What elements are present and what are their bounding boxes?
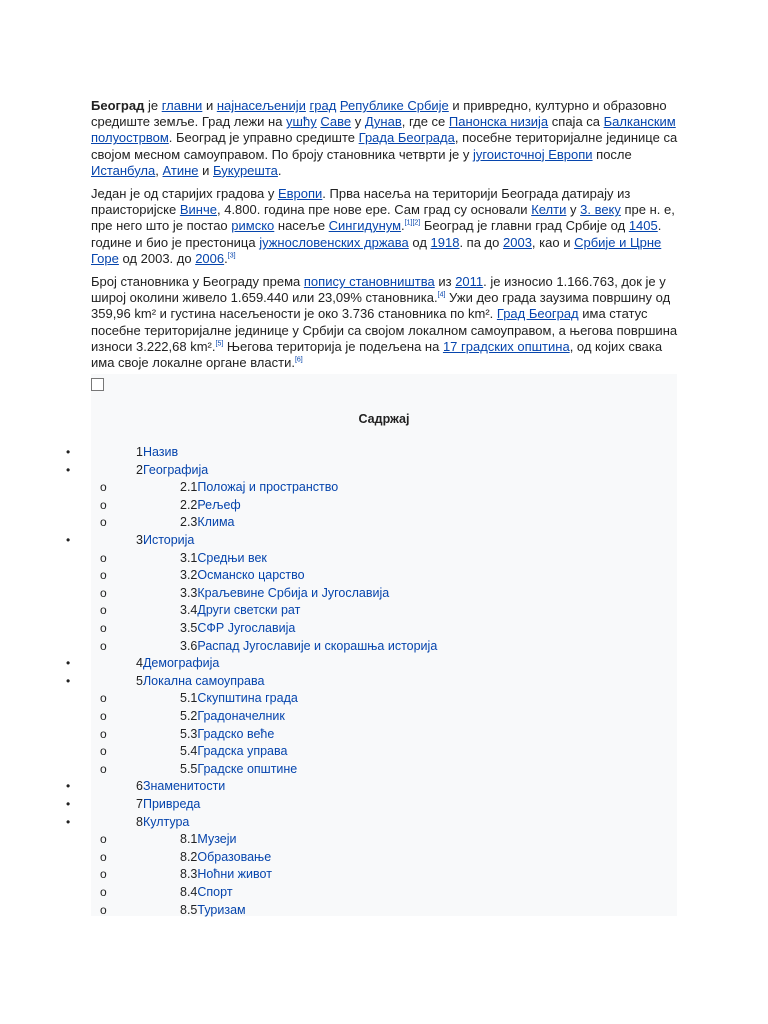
toc-bullet-circle: o xyxy=(100,497,107,512)
toc-entry-link[interactable]: Спорт xyxy=(197,885,233,899)
toc-entry-number: 3 xyxy=(136,533,143,547)
toc-entry[interactable] xyxy=(180,726,274,743)
article-text: Један је од старијих градова у xyxy=(91,186,278,202)
toc-entry[interactable] xyxy=(180,761,297,778)
toc-entry[interactable] xyxy=(136,796,200,813)
toc-bullet-circle: o xyxy=(100,603,107,618)
toc-bullet-circle: o xyxy=(100,849,107,864)
toc-entry-number: 8 xyxy=(136,814,143,829)
toc-entry[interactable] xyxy=(180,497,241,514)
toc-entry-link[interactable]: Рељеф xyxy=(197,497,241,512)
article-text: Београд је главни град Србије од xyxy=(420,218,629,234)
toc-entry-number: 4 xyxy=(136,656,143,671)
toc-entry[interactable] xyxy=(180,620,295,637)
toc-entry[interactable] xyxy=(180,514,235,531)
article-link[interactable]: Букурешта xyxy=(213,162,278,178)
article-link[interactable]: Келти xyxy=(531,202,567,218)
toc-entry-link[interactable]: Положај и пространство xyxy=(197,480,339,495)
toc-entry[interactable] xyxy=(180,743,287,760)
article-text: спаја са xyxy=(548,114,604,130)
article-link[interactable]: Европи xyxy=(277,186,323,202)
toc-entry[interactable] xyxy=(136,814,189,831)
article-link[interactable]: Балканским полуострвом xyxy=(91,114,676,146)
toc-bullet-circle: o xyxy=(100,744,107,759)
toc-entry-number: 5.5 xyxy=(180,761,198,776)
toc-entry[interactable] xyxy=(180,708,285,725)
toc-entry-number: 2.2 xyxy=(180,497,198,512)
toc-entry-link[interactable]: Други светски рат xyxy=(197,603,301,618)
toc-entry-number: 5.1 xyxy=(180,691,198,706)
toc-entry-number: 8.1 xyxy=(180,832,198,847)
reference-link[interactable]: [5] xyxy=(215,340,224,348)
article-link[interactable]: Републике Србије xyxy=(339,98,449,113)
article-link[interactable]: најнасељенији xyxy=(216,98,306,113)
toc-bullet-circle: o xyxy=(100,585,107,600)
toc-bullet-circle: o xyxy=(100,621,107,635)
toc-entry[interactable] xyxy=(136,778,225,795)
toc-entry-number: 1 xyxy=(136,445,143,459)
article-text: и xyxy=(198,162,214,178)
article-text: . Београд је управно средиште xyxy=(168,130,359,146)
article-subject: Београд xyxy=(91,98,145,113)
article-text: Његова територија је подељена на xyxy=(223,338,443,354)
article-text: . xyxy=(277,162,282,178)
toc-bullet-circle: o xyxy=(100,691,107,706)
article-link[interactable]: 2006 xyxy=(195,250,225,266)
toc-entry-number: 5.4 xyxy=(180,744,198,759)
article-text: . xyxy=(224,250,228,266)
toc-bullet-circle: o xyxy=(100,638,107,653)
toc-entry-number: 6 xyxy=(136,779,143,794)
article-text: Број становника у Београду према xyxy=(91,274,304,290)
article-text: пре н. е, пре него што је постао xyxy=(91,202,675,234)
toc-entry-link[interactable]: Османско царство xyxy=(197,568,305,583)
reference-link[interactable]: [3] xyxy=(227,252,236,260)
toc-bullet-circle: o xyxy=(100,515,107,530)
article-link[interactable]: 17 градских општина xyxy=(442,338,570,354)
toc-entry[interactable] xyxy=(180,849,271,866)
article-link[interactable]: 1405 xyxy=(628,218,658,234)
article-link[interactable]: Град Београд xyxy=(496,306,579,322)
article-text: . године и био је престоница xyxy=(91,218,662,250)
toc-entry-number: 8.5 xyxy=(180,902,198,917)
toc-entry[interactable] xyxy=(136,673,264,690)
toc-entry-number: 3.3 xyxy=(180,585,198,600)
toc-entry-link[interactable]: Градско веће xyxy=(197,726,275,741)
article-text: после xyxy=(592,146,632,162)
toc-entry-number: 3.2 xyxy=(180,568,198,583)
toc-entry[interactable] xyxy=(136,532,194,549)
toc-entry-link[interactable]: Клима xyxy=(197,515,235,530)
toc-entry-link[interactable]: Привреда xyxy=(142,797,201,811)
toc-entry-number: 3.6 xyxy=(180,638,198,653)
article-link[interactable]: 1918 xyxy=(430,234,460,250)
toc-bullet-circle: o xyxy=(100,885,107,899)
toc-entry-number: 3.1 xyxy=(180,550,198,565)
toc-bullet-circle: o xyxy=(100,902,107,917)
toc-entry[interactable] xyxy=(180,902,246,919)
article-link[interactable]: Саве xyxy=(320,114,352,130)
article-text: , од којих свака има своје локалне органе власти. xyxy=(91,338,663,371)
toc-bullet-disc: • xyxy=(66,797,71,811)
toc-entry-link[interactable]: Музеји xyxy=(197,832,237,847)
article-link[interactable]: ушћу xyxy=(286,114,317,130)
toc-bullet-circle: o xyxy=(100,568,107,583)
toc-entry-link[interactable]: Демографија xyxy=(142,656,220,671)
toc-entry-number: 8.3 xyxy=(180,867,198,882)
article-text: од 2003. до xyxy=(118,250,196,266)
toc-bullet-circle: o xyxy=(100,761,107,776)
article-text: . па до xyxy=(459,234,503,250)
toc-entry[interactable] xyxy=(180,550,267,567)
article-link[interactable]: Града Београда xyxy=(358,130,455,146)
article-link[interactable]: Панонска низија xyxy=(448,114,549,130)
toc-entry-link[interactable]: Историја xyxy=(142,533,195,547)
toc-bullet-disc: • xyxy=(66,814,71,829)
toc-entry-link[interactable]: Градоначелник xyxy=(197,709,285,723)
toc-entry-link[interactable]: Ноћни живот xyxy=(197,867,272,882)
toc-bullet-circle: o xyxy=(100,867,107,882)
article-link[interactable]: попису становништва xyxy=(303,274,435,290)
toc-entry[interactable] xyxy=(136,655,219,672)
toc-bullet-disc: • xyxy=(66,656,71,671)
toc-entry-link[interactable]: Туризам xyxy=(197,902,246,917)
toc-entry-number: 2.1 xyxy=(180,480,198,495)
toc-entry-number: 8.2 xyxy=(180,849,198,864)
article-text: има статус посебне територијалне јединице у Србији са својом локалном самоуправом, а његова површина износи 3.222,68 km². xyxy=(91,306,678,354)
toc-entry-link[interactable]: Географија xyxy=(142,462,209,477)
toc-entry-number: 5.2 xyxy=(180,709,198,723)
article-link[interactable]: јужнословенских држава xyxy=(259,234,409,250)
toc-entry[interactable] xyxy=(180,479,338,496)
toc-bullet-circle: o xyxy=(100,832,107,847)
toc-entry[interactable] xyxy=(180,866,272,883)
article-text: и привредно, културно и образовно средиште земље. Град лежи на xyxy=(91,98,667,130)
toc-entry-link[interactable]: Краљевине Србија и Југославија xyxy=(197,585,390,600)
toc-bullet-circle: o xyxy=(100,709,107,723)
article-link[interactable]: југоисточној Европи xyxy=(472,146,593,162)
toc-bullet-disc: • xyxy=(66,533,71,547)
toc-entry[interactable] xyxy=(180,690,298,707)
article-link[interactable]: 2011 xyxy=(455,274,484,290)
article-link[interactable]: Србије и Црне Горе xyxy=(91,234,662,266)
article-text: . xyxy=(401,218,405,234)
article-text: , где се xyxy=(401,114,449,130)
article-text: насеље xyxy=(274,218,329,234)
article-text: . Прва насеља на територији Београда датирају из праисторијске xyxy=(91,186,631,218)
toc-entry-number: 2 xyxy=(136,462,143,477)
article-text: Ужи део града заузима површину од 359,96 km² и густина насељености је око 3.736 становника по km². xyxy=(91,290,671,322)
toc-bullet-disc: • xyxy=(66,462,71,477)
article-link[interactable]: 3. веку xyxy=(580,202,621,218)
toc-entry-link[interactable]: Култура xyxy=(142,814,190,829)
article-text: , као и xyxy=(531,234,575,250)
toc-bullet-circle: o xyxy=(100,480,107,495)
article-text: . је износио 1.166.763, док је у широј околини живело 1.659.440 или 23,09% становника. xyxy=(91,274,666,306)
article-link[interactable]: главни xyxy=(161,98,203,113)
article-text: , xyxy=(155,162,163,178)
toc-entry-link[interactable]: СФР Југославија xyxy=(197,621,296,635)
article-text: и xyxy=(202,98,217,113)
article-text: , 4.800. година пре нове ере. Сам град су основали xyxy=(216,202,532,218)
toc-entry[interactable] xyxy=(180,567,305,584)
toc-entry-link[interactable]: Локална самоуправа xyxy=(142,673,265,688)
article-text: у xyxy=(566,202,581,218)
toc-entry-link[interactable]: Градска управа xyxy=(197,744,288,759)
toc-entry-link[interactable]: Скупштина града xyxy=(197,691,298,706)
article-link[interactable]: 2003 xyxy=(503,234,532,250)
toc-entry[interactable] xyxy=(136,462,208,479)
toc-entry-link[interactable]: Назив xyxy=(142,445,179,459)
article-text: из xyxy=(434,274,456,290)
toc-entry-number: 8.4 xyxy=(180,885,198,899)
article-link[interactable]: Сингидунум xyxy=(328,218,402,234)
toc-entry[interactable] xyxy=(180,638,437,655)
article-link[interactable]: Атине xyxy=(162,162,199,178)
toc-bullet-disc: • xyxy=(66,779,71,794)
toc-entry-number: 5.3 xyxy=(180,726,198,741)
article-text: од xyxy=(408,234,431,250)
toc-entry-link[interactable]: Распад Југославије и скорашња историја xyxy=(197,638,438,653)
reference-link[interactable]: [6] xyxy=(294,356,303,364)
toc-entry-number: 5 xyxy=(136,673,143,688)
toc-entry-number: 7 xyxy=(136,797,143,811)
toc-entry[interactable] xyxy=(180,602,300,619)
article-text: , посебне територијалне јединице са својом месном самоуправом. По броју становника четврти је у xyxy=(91,130,678,162)
article-text: у xyxy=(351,114,365,130)
toc-title: Садржај xyxy=(358,412,410,426)
reference-link[interactable]: [4] xyxy=(437,291,446,299)
toc-bullet-disc: • xyxy=(66,445,71,459)
toc-entry[interactable] xyxy=(180,884,233,901)
toc-bullet-circle: o xyxy=(100,726,107,741)
toc-entry-link[interactable]: Образовање xyxy=(197,849,272,864)
article-link[interactable]: Винче xyxy=(179,202,217,218)
toc-entry-number: 2.3 xyxy=(180,515,198,530)
article-link[interactable]: римско xyxy=(231,218,275,234)
article-link[interactable]: Истанбула xyxy=(91,162,156,178)
toc-entry[interactable] xyxy=(136,444,178,461)
article-link[interactable]: град xyxy=(309,98,337,113)
toc-entry-link[interactable]: Средњи век xyxy=(197,550,267,565)
article-text: је xyxy=(144,98,162,113)
toc-entry-link[interactable]: Градске општине xyxy=(197,761,298,776)
toc-entry-link[interactable]: Знаменитости xyxy=(142,779,226,794)
toc-bullet-circle: o xyxy=(100,550,107,565)
toc-bullet-disc: • xyxy=(66,673,71,688)
toc-entry-number: 3.5 xyxy=(180,621,198,635)
reference-link[interactable]: [1][2] xyxy=(404,220,421,228)
article-link[interactable]: Дунав xyxy=(364,114,402,130)
toc-entry-number: 3.4 xyxy=(180,603,198,618)
toc-entry[interactable] xyxy=(180,831,237,848)
toc-entry[interactable] xyxy=(180,585,389,602)
